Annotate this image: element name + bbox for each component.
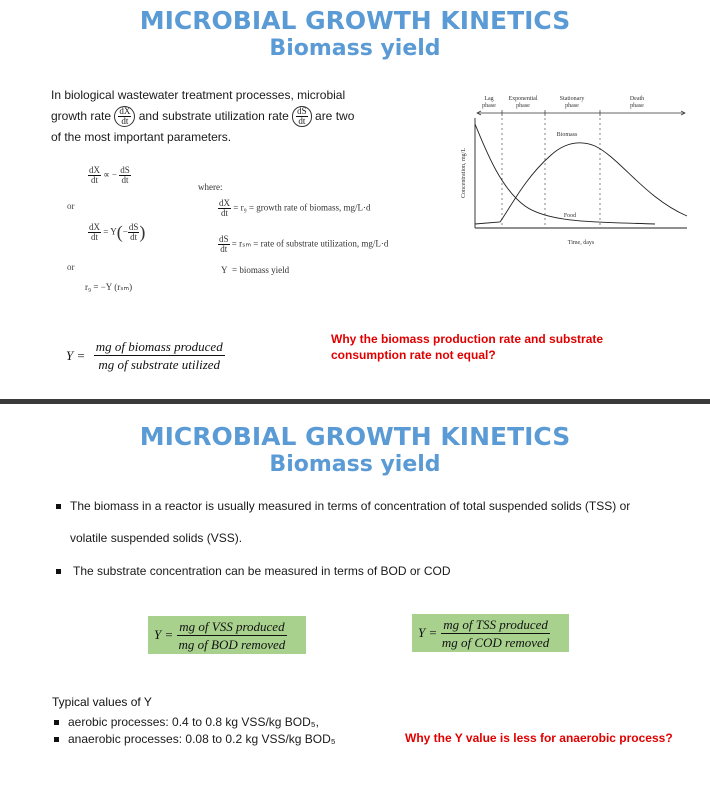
intro-text-2: and substrate utilization rate	[138, 109, 289, 123]
equation-rate: r₉ = −Y (rₛₘ)	[85, 282, 133, 292]
phase-stationary: Stationary	[559, 96, 585, 102]
formula-vss-bod: Y = mg of VSS produced mg of BOD removed	[148, 616, 306, 654]
graph-ylabel: Concentration, mg/L	[461, 148, 467, 198]
typical-values-title: Typical values of Y	[52, 695, 152, 709]
graph-xlabel: Time, days	[567, 240, 595, 246]
bullet-icon	[56, 504, 61, 509]
typical-anaerobic: anaerobic processes: 0.08 to 0.2 kg VSS/kg BOD₅	[54, 732, 374, 746]
phase-lag: Lag	[484, 96, 494, 102]
svg-text:phase: phase	[482, 103, 496, 109]
food-label: Food	[563, 213, 577, 219]
slide-1-title: MICROBIAL GROWTH KINETICS	[139, 6, 571, 35]
bullet-biomass: The biomass in a reactor is usually measured in terms of concentration of total suspended solids (TSS) or	[56, 499, 656, 513]
bullet-substrate: The substrate concentration can be measured in terms of BOD or COD	[56, 564, 656, 578]
bullet-icon	[54, 737, 59, 742]
slide-1	[0, 0, 710, 399]
definition-yield: Y = biomass yield	[221, 265, 290, 275]
where-label: where:	[198, 182, 223, 192]
definition-growth: $\frac{dX}{dt}$ = r₉ = growth rate of biomass, mg/L·d	[219, 198, 371, 218]
question-rates: Why the biomass production rate and substrate consumption rate not equal?	[331, 332, 604, 362]
intro-text-3: are two of the most important parameters.	[51, 109, 355, 145]
slide-2-subtitle: Biomass yield	[269, 452, 441, 477]
bullet-icon	[54, 720, 59, 725]
slide-2	[0, 404, 710, 802]
growth-curve-graph	[455, 88, 695, 248]
growth-rate-symbol: $\frac{dX}{dt}$	[114, 106, 135, 127]
svg-text:phase: phase	[516, 103, 530, 109]
biomass-label: Biomass	[556, 132, 578, 138]
phase-exponential: Exponential	[508, 96, 538, 102]
bullet-biomass-continued: volatile suspended solids (VSS).	[70, 531, 243, 545]
slide-1-subtitle: Biomass yield	[269, 36, 441, 61]
definition-substrate: $\frac{dS}{dt}$ = rₛₘ = rate of substrate utilization, mg/L·d	[219, 234, 389, 254]
or-label-2: or	[67, 262, 75, 272]
svg-text:phase: phase	[565, 103, 579, 109]
svg-text:phase: phase	[630, 103, 644, 109]
bullet-icon	[56, 569, 61, 574]
biomass-curve	[475, 143, 687, 224]
formula-tss-cod: Y = mg of TSS produced mg of COD removed	[412, 614, 569, 652]
yield-formula: Y = mg of biomass produced mg of substrate utilized	[66, 339, 223, 372]
equation-proportional: $\frac{dX}{dt}$ ∝ − $\frac{dS}{dt}$	[89, 165, 130, 185]
slide-2-title: MICROBIAL GROWTH KINETICS	[139, 422, 571, 451]
question-anaerobic: Why the Y value is less for anaerobic process?	[405, 731, 673, 745]
typical-aerobic: aerobic processes: 0.4 to 0.8 kg VSS/kg BOD₅,	[54, 715, 374, 729]
or-label-1: or	[67, 201, 75, 211]
equation-yield: $\frac{dX}{dt}$ = Y(− $\frac{dS}{dt}$ )	[89, 222, 146, 242]
substrate-rate-symbol: $\frac{dS}{dt}$	[292, 106, 312, 127]
intro-paragraph	[51, 85, 356, 148]
phase-death: Death	[629, 96, 645, 102]
intro-text-1: In biological wastewater treatment processes, microbial growth rate	[51, 88, 346, 123]
